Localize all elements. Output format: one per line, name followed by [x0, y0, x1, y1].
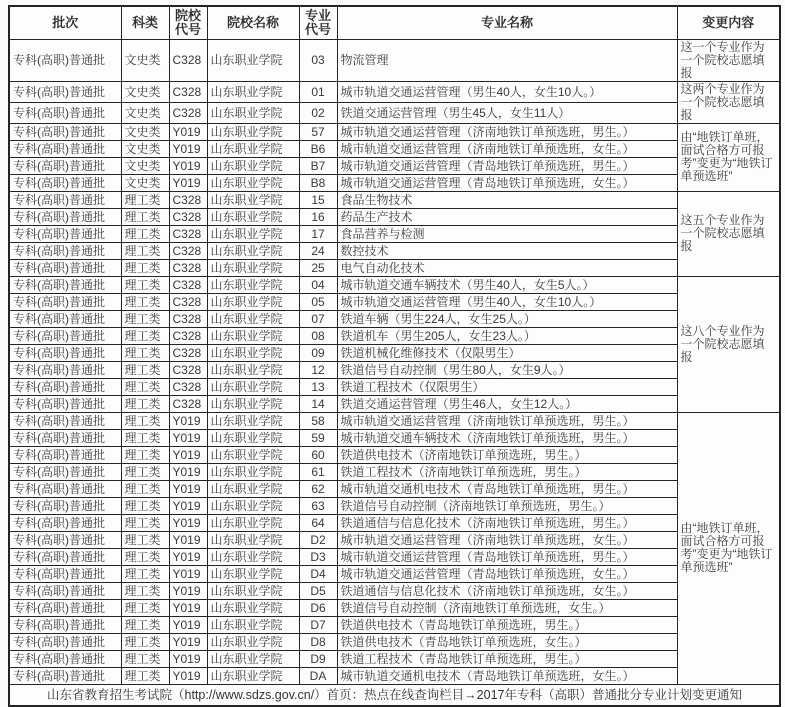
cell-major-code: 02 [299, 102, 337, 123]
table-row [9, 39, 780, 81]
cell-college-code: Y019 [169, 429, 207, 446]
cell-college-code: Y019 [169, 582, 207, 599]
cell-college-name: 山东职业学院 [207, 633, 299, 650]
cell-major-name: 城市轨道交通车辆技术（男生40人，女生5人。） [337, 276, 677, 293]
table-row [9, 174, 780, 191]
table-row [9, 81, 780, 102]
cell-major-code: 04 [299, 276, 337, 293]
cell-major-code: D4 [299, 565, 337, 582]
table-row [9, 378, 780, 395]
cell-batch: 专科(高职)普通批 [9, 157, 121, 174]
table-row [9, 463, 780, 480]
col-header-major-code: 专业代号 [299, 6, 337, 39]
cell-major-code: 07 [299, 310, 337, 327]
cell-batch: 专科(高职)普通批 [9, 344, 121, 361]
cell-major-code: 61 [299, 463, 337, 480]
cell-major-name: 铁道信号自动控制（济南地铁订单预选班，女生。） [337, 599, 677, 616]
cell-major-name: 铁道车辆（男生224人，女生25人。） [337, 310, 677, 327]
cell-college-code: Y019 [169, 412, 207, 429]
cell-college-name: 山东职业学院 [207, 361, 299, 378]
cell-category: 理工类 [121, 276, 169, 293]
cell-college-name: 山东职业学院 [207, 480, 299, 497]
cell-college-code: Y019 [169, 565, 207, 582]
cell-batch: 专科(高职)普通批 [9, 633, 121, 650]
cell-change-content: 这五个专业作为一个院校志愿填报 [677, 191, 780, 276]
cell-college-name: 山东职业学院 [207, 531, 299, 548]
cell-major-code: D7 [299, 616, 337, 633]
cell-major-name: 铁道供电技术（青岛地铁订单预选班，女生。） [337, 633, 677, 650]
cell-category: 文史类 [121, 123, 169, 140]
cell-batch: 专科(高职)普通批 [9, 259, 121, 276]
cell-college-name: 山东职业学院 [207, 582, 299, 599]
cell-college-name: 山东职业学院 [207, 599, 299, 616]
cell-major-code: 12 [299, 361, 337, 378]
table-row [9, 102, 780, 123]
cell-major-name: 城市轨道交通运营管理（济南地铁订单预选班，女生。） [337, 140, 677, 157]
cell-major-name: 城市轨道交通机电技术（青岛地铁订单预选班，女生。） [337, 667, 677, 684]
table-row [9, 650, 780, 667]
cell-batch: 专科(高职)普通批 [9, 395, 121, 412]
cell-batch: 专科(高职)普通批 [9, 599, 121, 616]
cell-category: 理工类 [121, 378, 169, 395]
cell-major-code: B8 [299, 174, 337, 191]
cell-major-code: 63 [299, 497, 337, 514]
table-row [9, 208, 780, 225]
cell-major-name: 铁道交通运营管理（男生45人，女生11人） [337, 102, 677, 123]
table-row [9, 276, 780, 293]
cell-batch: 专科(高职)普通批 [9, 446, 121, 463]
cell-college-name: 山东职业学院 [207, 174, 299, 191]
cell-college-code: Y019 [169, 446, 207, 463]
cell-major-name: 铁道机械化维修技术（仅限男生） [337, 344, 677, 361]
cell-major-name: 电气自动化技术 [337, 259, 677, 276]
cell-major-code: D5 [299, 582, 337, 599]
cell-major-name: 药品生产技术 [337, 208, 677, 225]
cell-batch: 专科(高职)普通批 [9, 463, 121, 480]
cell-major-name: 城市轨道交通运营管理（青岛地铁订单预选班，男生。） [337, 548, 677, 565]
col-header-change-content: 变更内容 [677, 6, 780, 39]
cell-batch: 专科(高职)普通批 [9, 208, 121, 225]
col-header-college-code: 院校代号 [169, 6, 207, 39]
cell-category: 理工类 [121, 242, 169, 259]
cell-category: 理工类 [121, 599, 169, 616]
cell-change-content: 这一个专业作为一个院校志愿填报 [677, 39, 780, 81]
cell-batch: 专科(高职)普通批 [9, 429, 121, 446]
cell-category: 理工类 [121, 531, 169, 548]
cell-college-name: 山东职业学院 [207, 395, 299, 412]
cell-major-name: 铁道工程技术（青岛地铁订单预选班，男生。） [337, 650, 677, 667]
cell-college-code: C328 [169, 259, 207, 276]
cell-category: 理工类 [121, 310, 169, 327]
cell-batch: 专科(高职)普通批 [9, 174, 121, 191]
cell-category: 理工类 [121, 463, 169, 480]
cell-category: 理工类 [121, 667, 169, 684]
cell-batch: 专科(高职)普通批 [9, 650, 121, 667]
cell-college-name: 山东职业学院 [207, 310, 299, 327]
cell-college-name: 山东职业学院 [207, 157, 299, 174]
table-row [9, 548, 780, 565]
cell-major-name: 城市轨道交通运营管理（济南地铁订单预选班，男生。） [337, 412, 677, 429]
cell-batch: 专科(高职)普通批 [9, 531, 121, 548]
cell-major-code: 24 [299, 242, 337, 259]
cell-college-code: Y019 [169, 650, 207, 667]
cell-category: 理工类 [121, 633, 169, 650]
cell-batch: 专科(高职)普通批 [9, 293, 121, 310]
table-row [9, 293, 780, 310]
cell-major-name: 铁道通信与信息化技术（济南地铁订单预选班，女生。） [337, 582, 677, 599]
cell-batch: 专科(高职)普通批 [9, 327, 121, 344]
table-row [9, 667, 780, 684]
cell-major-code: 64 [299, 514, 337, 531]
cell-change-content: 这两个专业作为一个院校志愿填报 [677, 81, 780, 123]
cell-category: 理工类 [121, 497, 169, 514]
cell-college-code: Y019 [169, 463, 207, 480]
cell-major-code: D9 [299, 650, 337, 667]
cell-category: 理工类 [121, 259, 169, 276]
table-row [9, 633, 780, 650]
cell-batch: 专科(高职)普通批 [9, 39, 121, 81]
cell-college-name: 山东职业学院 [207, 123, 299, 140]
cell-college-name: 山东职业学院 [207, 412, 299, 429]
cell-major-code: DA [299, 667, 337, 684]
cell-category: 文史类 [121, 102, 169, 123]
cell-category: 文史类 [121, 81, 169, 102]
table-row [9, 429, 780, 446]
cell-college-name: 山东职业学院 [207, 616, 299, 633]
cell-college-name: 山东职业学院 [207, 565, 299, 582]
cell-major-code: 16 [299, 208, 337, 225]
cell-category: 理工类 [121, 548, 169, 565]
cell-batch: 专科(高职)普通批 [9, 548, 121, 565]
cell-major-code: 13 [299, 378, 337, 395]
cell-major-code: 57 [299, 123, 337, 140]
cell-college-code: C328 [169, 81, 207, 102]
cell-college-name: 山东职业学院 [207, 463, 299, 480]
table-row [9, 616, 780, 633]
cell-category: 文史类 [121, 140, 169, 157]
cell-college-code: C328 [169, 310, 207, 327]
table-body [9, 39, 780, 684]
cell-college-code: C328 [169, 242, 207, 259]
cell-batch: 专科(高职)普通批 [9, 378, 121, 395]
cell-major-name: 数控技术 [337, 242, 677, 259]
cell-major-name: 城市轨道交通运营管理（男生40人，女生10人。） [337, 293, 677, 310]
cell-college-code: Y019 [169, 531, 207, 548]
cell-college-code: Y019 [169, 633, 207, 650]
cell-college-name: 山东职业学院 [207, 242, 299, 259]
cell-major-name: 城市轨道交通运营管理（青岛地铁订单预选班，女生。） [337, 174, 677, 191]
cell-college-name: 山东职业学院 [207, 81, 299, 102]
table-row [9, 480, 780, 497]
table-row [9, 242, 780, 259]
header-row [9, 6, 780, 39]
cell-major-name: 城市轨道交通运营管理（男生40人，女生10人。） [337, 81, 677, 102]
cell-major-code: 58 [299, 412, 337, 429]
cell-major-name: 铁道信号自动控制（济南地铁订单预选班，男生。） [337, 497, 677, 514]
cell-major-code: 60 [299, 446, 337, 463]
col-header-category: 科类 [121, 6, 169, 39]
cell-category: 文史类 [121, 39, 169, 81]
cell-category: 理工类 [121, 293, 169, 310]
cell-batch: 专科(高职)普通批 [9, 191, 121, 208]
plan-change-table [8, 5, 781, 707]
cell-college-code: Y019 [169, 599, 207, 616]
cell-college-code: C328 [169, 293, 207, 310]
cell-batch: 专科(高职)普通批 [9, 412, 121, 429]
cell-college-name: 山东职业学院 [207, 667, 299, 684]
cell-college-name: 山东职业学院 [207, 446, 299, 463]
cell-major-code: 59 [299, 429, 337, 446]
cell-major-code: 14 [299, 395, 337, 412]
cell-college-code: C328 [169, 102, 207, 123]
cell-major-name: 食品营养与检测 [337, 225, 677, 242]
cell-major-code: 05 [299, 293, 337, 310]
cell-batch: 专科(高职)普通批 [9, 81, 121, 102]
cell-major-name: 城市轨道交通机电技术（青岛地铁订单预选班，男生。） [337, 480, 677, 497]
cell-category: 理工类 [121, 412, 169, 429]
cell-category: 理工类 [121, 514, 169, 531]
cell-college-code: Y019 [169, 514, 207, 531]
cell-college-code: C328 [169, 361, 207, 378]
cell-college-code: C328 [169, 225, 207, 242]
cell-major-code: 17 [299, 225, 337, 242]
table-row [9, 191, 780, 208]
cell-college-name: 山东职业学院 [207, 514, 299, 531]
cell-college-code: C328 [169, 191, 207, 208]
cell-category: 理工类 [121, 480, 169, 497]
cell-major-code: 25 [299, 259, 337, 276]
cell-major-name: 铁道机车（男生205人，女生23人。） [337, 327, 677, 344]
table-row [9, 412, 780, 429]
cell-college-code: Y019 [169, 497, 207, 514]
table-row [9, 565, 780, 582]
cell-category: 理工类 [121, 446, 169, 463]
cell-college-code: Y019 [169, 157, 207, 174]
col-header-college-name: 院校名称 [207, 6, 299, 39]
cell-college-code: Y019 [169, 480, 207, 497]
footer-row [9, 684, 780, 706]
cell-major-name: 铁道供电技术（济南地铁订单预选班，男生。） [337, 446, 677, 463]
col-header-major-name: 专业名称 [337, 6, 677, 39]
table-row [9, 599, 780, 616]
cell-major-code: 03 [299, 39, 337, 81]
cell-college-name: 山东职业学院 [207, 293, 299, 310]
col-header-batch: 批次 [9, 6, 121, 39]
cell-major-code: 01 [299, 81, 337, 102]
cell-major-code: D8 [299, 633, 337, 650]
cell-batch: 专科(高职)普通批 [9, 140, 121, 157]
cell-category: 理工类 [121, 225, 169, 242]
table-row [9, 310, 780, 327]
cell-category: 理工类 [121, 395, 169, 412]
cell-major-name: 物流管理 [337, 39, 677, 81]
cell-major-name: 城市轨道交通运营管理（济南地铁订单预选班，男生。） [337, 123, 677, 140]
cell-college-name: 山东职业学院 [207, 208, 299, 225]
cell-college-code: C328 [169, 327, 207, 344]
cell-major-name: 铁道工程技术（济南地铁订单预选班，男生。） [337, 463, 677, 480]
cell-major-code: D2 [299, 531, 337, 548]
cell-college-code: C328 [169, 395, 207, 412]
cell-major-code: B6 [299, 140, 337, 157]
cell-college-name: 山东职业学院 [207, 276, 299, 293]
cell-batch: 专科(高职)普通批 [9, 667, 121, 684]
cell-college-name: 山东职业学院 [207, 259, 299, 276]
cell-batch: 专科(高职)普通批 [9, 225, 121, 242]
cell-batch: 专科(高职)普通批 [9, 616, 121, 633]
cell-college-name: 山东职业学院 [207, 102, 299, 123]
cell-major-code: 62 [299, 480, 337, 497]
cell-major-name: 城市轨道交通运营管理（青岛地铁订单预选班，男生。） [337, 157, 677, 174]
cell-change-content: 这八个专业作为一个院校志愿填报 [677, 276, 780, 412]
cell-major-name: 铁道通信与信息化技术（济南地铁订单预选班，男生。） [337, 514, 677, 531]
cell-college-name: 山东职业学院 [207, 650, 299, 667]
footer-note: 山东省教育招生考试院（http://www.sdzs.gov.cn/）首页：热点在线查询栏目→2017年专科（高职）普通批分专业计划变更通知 [9, 684, 780, 706]
table-row [9, 327, 780, 344]
cell-college-code: C328 [169, 378, 207, 395]
cell-batch: 专科(高职)普通批 [9, 514, 121, 531]
cell-major-code: D6 [299, 599, 337, 616]
cell-category: 理工类 [121, 361, 169, 378]
cell-major-name: 铁道工程技术（仅限男生） [337, 378, 677, 395]
cell-college-name: 山东职业学院 [207, 39, 299, 81]
cell-category: 理工类 [121, 344, 169, 361]
cell-change-content: 由“地铁订单班，面试合格方可报考”变更为“地铁订单预选班” [677, 412, 780, 684]
table-row [9, 531, 780, 548]
cell-batch: 专科(高职)普通批 [9, 242, 121, 259]
cell-college-name: 山东职业学院 [207, 497, 299, 514]
cell-major-name: 铁道供电技术（青岛地铁订单预选班，男生。） [337, 616, 677, 633]
cell-category: 理工类 [121, 191, 169, 208]
cell-category: 文史类 [121, 157, 169, 174]
cell-batch: 专科(高职)普通批 [9, 123, 121, 140]
cell-major-code: 08 [299, 327, 337, 344]
table-row [9, 225, 780, 242]
cell-college-code: C328 [169, 276, 207, 293]
cell-major-name: 铁道交通运营管理（男生46人，女生12人。） [337, 395, 677, 412]
cell-college-code: C328 [169, 39, 207, 81]
cell-category: 理工类 [121, 208, 169, 225]
cell-college-code: C328 [169, 208, 207, 225]
cell-major-code: 09 [299, 344, 337, 361]
table-row [9, 140, 780, 157]
cell-college-code: Y019 [169, 667, 207, 684]
cell-college-name: 山东职业学院 [207, 140, 299, 157]
cell-category: 理工类 [121, 429, 169, 446]
table-row [9, 514, 780, 531]
cell-college-code: Y019 [169, 174, 207, 191]
cell-college-name: 山东职业学院 [207, 327, 299, 344]
cell-major-code: 15 [299, 191, 337, 208]
cell-batch: 专科(高职)普通批 [9, 361, 121, 378]
cell-major-code: D3 [299, 548, 337, 565]
cell-major-name: 食品生物技术 [337, 191, 677, 208]
cell-college-code: Y019 [169, 548, 207, 565]
cell-college-code: Y019 [169, 123, 207, 140]
cell-major-name: 城市轨道交通车辆技术（济南地铁订单预选班，男生。） [337, 429, 677, 446]
cell-change-content: 由“地铁订单班，面试合格方可报考”变更为“地铁订单预选班” [677, 123, 780, 191]
table-row [9, 497, 780, 514]
cell-major-code: B7 [299, 157, 337, 174]
cell-batch: 专科(高职)普通批 [9, 310, 121, 327]
cell-major-name: 铁道信号自动控制（男生80人，女生9人。） [337, 361, 677, 378]
cell-college-name: 山东职业学院 [207, 225, 299, 242]
table-row [9, 582, 780, 599]
cell-college-name: 山东职业学院 [207, 344, 299, 361]
cell-category: 理工类 [121, 582, 169, 599]
cell-category: 理工类 [121, 650, 169, 667]
table-row [9, 259, 780, 276]
cell-college-code: C328 [169, 344, 207, 361]
cell-college-name: 山东职业学院 [207, 191, 299, 208]
cell-category: 理工类 [121, 616, 169, 633]
cell-college-name: 山东职业学院 [207, 548, 299, 565]
cell-category: 文史类 [121, 174, 169, 191]
cell-batch: 专科(高职)普通批 [9, 480, 121, 497]
cell-college-code: Y019 [169, 140, 207, 157]
table-row [9, 446, 780, 463]
cell-batch: 专科(高职)普通批 [9, 276, 121, 293]
cell-category: 理工类 [121, 565, 169, 582]
cell-category: 理工类 [121, 327, 169, 344]
table-row [9, 123, 780, 140]
table-row [9, 157, 780, 174]
cell-batch: 专科(高职)普通批 [9, 565, 121, 582]
cell-batch: 专科(高职)普通批 [9, 102, 121, 123]
table-row [9, 361, 780, 378]
table-row [9, 395, 780, 412]
cell-college-code: Y019 [169, 616, 207, 633]
cell-batch: 专科(高职)普通批 [9, 582, 121, 599]
cell-college-name: 山东职业学院 [207, 378, 299, 395]
cell-major-name: 城市轨道交通运营管理（青岛地铁订单预选班，女生。） [337, 565, 677, 582]
table-row [9, 344, 780, 361]
cell-college-name: 山东职业学院 [207, 429, 299, 446]
cell-batch: 专科(高职)普通批 [9, 497, 121, 514]
cell-major-name: 城市轨道交通运营管理（济南地铁订单预选班，女生。） [337, 531, 677, 548]
